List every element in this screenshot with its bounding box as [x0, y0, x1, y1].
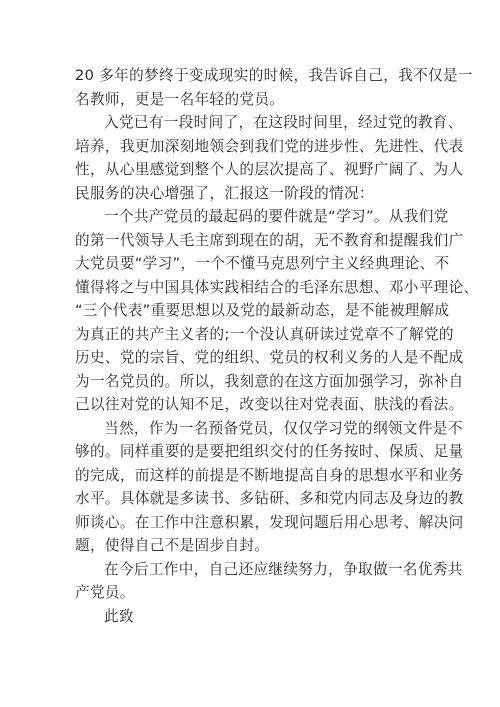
text-line: 入党已有一段时间了，在这段时间里，经过党的教育、 — [104, 114, 463, 131]
text-line: 性，从心里感觉到整个人的层次提高了、视野广阔了、为人 — [75, 161, 464, 178]
text-line: 历史、党的宗旨、党的组织、党员的权利义务的人是不配成 — [75, 349, 464, 366]
text-line: 的完成，而这样的前提是不断地提高自身的思想水平和业务 — [75, 467, 464, 484]
text-line: 当然，作为一名预备党员，仅仅学习党的纲领文件是不 — [104, 420, 463, 437]
text-line: 师谈心。在工作中注意积累，发现问题后用心思考、解决问 — [75, 514, 464, 531]
text-line: 民服务的决心增强了，汇报这一阶段的情况： — [75, 185, 374, 202]
text-line: 为真正的共产主义者的;一个没认真研读过党章不了解党的 — [75, 326, 454, 343]
text-line: 大党员要“学习”，一个不懂马克思列宁主义经典理论、不 — [75, 255, 450, 272]
text-line: 在今后工作中，自己还应继续努力，争取做一名优秀共 — [104, 561, 463, 578]
text-line: 一个共产党员的最起码的要件就是“学习”。从我们党 — [104, 208, 449, 225]
text-line: 产党员。 — [75, 584, 135, 601]
text-line: 题，使得自己不是固步自封。 — [75, 537, 270, 554]
text-line: 的第一代领导人毛主席到现在的胡，无不教育和提醒我们广 — [75, 232, 464, 249]
text-line: 培养，我更加深刻地领会到我们党的进步性、先进性、代表 — [75, 138, 464, 155]
text-line: 20 多年的梦终于变成现实的时候，我告诉自己，我不仅是一 — [75, 67, 473, 84]
text-line: “三个代表”重要思想以及党的最新动态，是不能被理解成 — [75, 302, 450, 319]
text-line: 为一名党员的。所以，我刻意的在这方面加强学习，弥补自 — [75, 373, 464, 390]
text-line: 此致 — [104, 608, 134, 625]
text-line: 名教师，更是一名年轻的党员。 — [75, 91, 285, 108]
text-line: 水平。具体就是多读书、多钻研、多和党内同志及身边的教 — [75, 490, 464, 507]
text-line: 懂得将之与中国具体实践相结合的毛泽东思想、邓小平理论、 — [75, 279, 479, 296]
text-line: 够的。同样重要的是要把组织交付的任务按时、保质、足量 — [75, 443, 464, 460]
text-line: 己以往对党的认知不足，改变以往对党表面、肤浅的看法。 — [75, 396, 464, 413]
